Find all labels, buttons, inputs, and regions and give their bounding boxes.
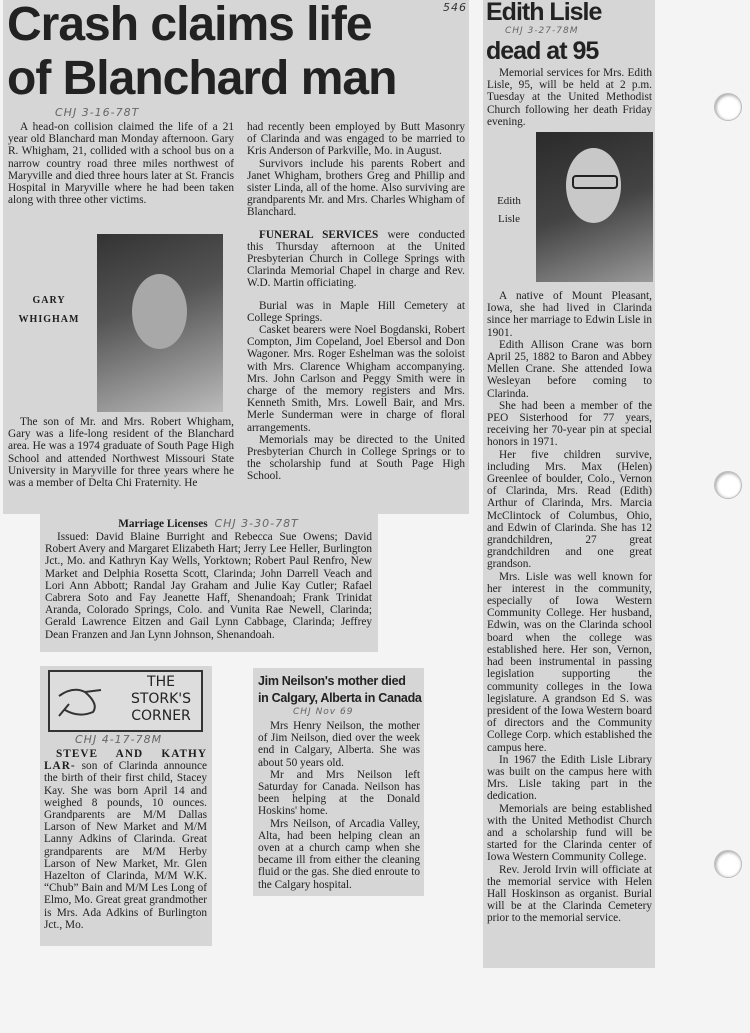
crash-paragraph bbox=[247, 229, 465, 290]
punch-hole bbox=[714, 93, 742, 121]
lisle-headline-line1: Edith Lisle bbox=[486, 0, 602, 26]
crash-left-column-bottom bbox=[8, 416, 234, 489]
crash-annotation: CHJ 3-16-78T bbox=[55, 106, 140, 119]
face bbox=[132, 274, 187, 349]
neilson-body bbox=[258, 720, 420, 891]
neilson-paragraph: Mrs Henry Neilson, the mother of Jim Neilson, died over the week end in Calgary, Alberta. She was about 50 years old. bbox=[258, 720, 420, 769]
lisle-intro bbox=[487, 67, 652, 128]
neilson-paragraph: Mr and Mrs Neilson left Saturday for Canada. Neilson has been helping at the Donald Hoskins' home. bbox=[258, 768, 420, 818]
caption-line: WHIGHAM bbox=[18, 314, 80, 325]
crash-paragraph: The son of Mr. and Mrs. Robert Whigham, Gary was a life-long resident of the Blanchard area. He was a 1974 graduate of South Page High School and attended Northwest Missouri State University in Maryville for three years where he was a member of Delta Chi Fraternity. He bbox=[8, 416, 234, 490]
crash-paragraph: Survivors include his parents Robert and Janet Whigham, brothers Greg and Phillip and sister Linda, all of the home. Also surviving are grandparents Mr. and Mrs. Charles Whigham of Blanchard. bbox=[247, 157, 465, 219]
stork-icon bbox=[55, 682, 111, 722]
lisle-paragraph: Her five children survive, including Mrs. Max (Helen) Greenlee of boulder, Colo., Vernon of Clarinda, Mrs. Read (Edith) Arthur of Clarinda, Mrs. Marcia McClintock of Columbus, Ohio, and Edwin of Clarinda. She has 12 grandchildren, 27 great grandchildren and one great grandson. bbox=[487, 448, 652, 571]
stork-annotation: CHJ 4-17-78M bbox=[75, 733, 163, 746]
lisle-paragraph: Memorial services for Mrs. Edith Lisle, 95, will be held at 2 p.m. Tuesday at the United Methodist Church following her death Friday evening. bbox=[487, 67, 652, 128]
edith-lisle-photo bbox=[536, 132, 653, 282]
glasses bbox=[572, 175, 618, 189]
stork-body-text: son of Clarinda announce the birth of their first child, Stacey Kay. She was born April 14 and weighed 8 pounds, 10 ounces. Grandparents are M/M Dallas Larson of New Market and M/M Lanny Adkins of Clarinda. Great grandparents are M/M Herby Larson of New Market, Mr. Glen Hazelton of Clarinda, M/M W.K. “Chub” Bain and M/M Les Long of Elmo, Mo. Great great grandmother is Mrs. Ada Adkins of Burlington Jct., Mo. bbox=[44, 760, 208, 931]
crash-paragraph: Memorials may be directed to the United Presbyterian Church in College Springs or to the scholarship fund at South Page High School. bbox=[247, 433, 465, 483]
crash-left-column-top bbox=[8, 121, 234, 206]
neilson-paragraph: Mrs Neilson, of Arcadia Valley, Alta, had been helping clean an oven at a church camp when she became ill from either the cleaning fluid or the gas. She died enroute to the Calgary hospital. bbox=[258, 817, 420, 891]
photo-caption bbox=[11, 294, 87, 327]
page-number: 546 bbox=[443, 1, 467, 14]
funeral-text: were conducted this Thursday afternoon at the United Presbyterian Church in College Springs with Clarinda Memorial Chapel in charge and Rev. W.D. Martin officiating. bbox=[247, 228, 465, 290]
lisle-paragraph: She had been a member of the PEO Sisterhood for 77 years, receiving her 70-year pin at special honors in 1971. bbox=[487, 399, 652, 449]
punch-hole bbox=[714, 471, 742, 499]
logo-line: CORNER bbox=[131, 708, 191, 724]
logo-line: STORK'S bbox=[130, 691, 192, 707]
logo-line: THE bbox=[147, 674, 175, 690]
neilson-headline-line1: Jim Neilson's mother died bbox=[258, 674, 406, 688]
punch-hole bbox=[714, 850, 742, 878]
lisle-article bbox=[483, 0, 655, 968]
lisle-paragraph: Edith Allison Crane was born April 25, 1882 to Baron and Abbey Mellen Crane. She attended Iowa Wesleyan before coming to Clarinda. bbox=[487, 338, 652, 400]
funeral-lead: FUNERAL SERVICES bbox=[259, 228, 379, 241]
crash-paragraph: had recently been employed by Butt Masonry of Clarinda and was engaged to be married to Kris Anderson of Parkville, Mo. in August. bbox=[247, 121, 465, 158]
lisle-headline-line2: dead at 95 bbox=[486, 37, 599, 65]
crash-article bbox=[3, 0, 469, 514]
marriage-title: Marriage Licenses bbox=[118, 518, 208, 530]
stork-text bbox=[44, 748, 207, 931]
neilson-annotation: CHJ Nov 69 bbox=[293, 707, 354, 717]
crash-paragraph: Burial was in Maple Hill Cemetery at College Springs. bbox=[247, 299, 465, 324]
storks-corner bbox=[40, 666, 212, 946]
lisle-annotation: CHJ 3-27-78M bbox=[505, 26, 579, 36]
lisle-paragraph: Mrs. Lisle was well known for her interest in the community, especially of Iowa Western Community College. Her husband, Edwin, was on the Clarinda school board when the college was established here. Her son, Vernon, had been instrumental in passing legislation supporting the community colleges in the Iowa legislature. A grandson Ed S. was president of the Iowa Western board of directors and the Community College Corp. which established the campus here. bbox=[487, 570, 652, 754]
logo-text bbox=[120, 674, 202, 725]
crash-headline-line2: of Blanchard man bbox=[7, 52, 397, 105]
crash-headline-line1: Crash claims life bbox=[7, 0, 372, 51]
lisle-paragraph: Memorials are being established with the United Methodist Church and a scholarship fund will be started for the Clarinda center of Iowa Western Community College. bbox=[487, 802, 652, 864]
caption-line: Edith bbox=[497, 195, 521, 207]
marriage-body bbox=[45, 531, 372, 641]
caption-line: GARY bbox=[32, 295, 66, 306]
marriage-text: Issued: David Blaine Burright and Rebecca Sue Owens; David Robert Avery and Margaret Elizabeth Hart; Jerry Lee Heller, Burlington Jct., Mo. and Kathryn Kay Wells, Yorktown; Robert Paul Renfro, New Market and Delphia Rosetta Scott, Clarinda; John Darrell Veach and Lori Ann Abbott; Randal Jay Graham and Julie Kay Cutler; Rafael Cabrera Soto and Fay Jeanette Haff, Shenandoah; Frank Trinidat Aranda, Colorado Springs, Colo. and Vunita Rae Newell, Clarinda; Gerald Lawrence Eitzen and Gail Lynn Cabbage, Clarinda; Jeffrey Dean Franzen and Jan Lynn Johnson, Shenandoah. bbox=[45, 531, 372, 641]
marriage-title-row bbox=[45, 517, 372, 531]
gary-whigham-photo bbox=[97, 234, 223, 412]
crash-paragraph: Casket bearers were Noel Bogdanski, Robert Compton, Jim Copeland, Joel Ebersol and Don Wagoner. Mrs. Roger Eshelman was the soloist with Mrs. Clarence Whigham accompanying. Mrs. John Carlson and Peggy Smith were in charge of the memory registers and Mrs. Kenneth Smith, Mrs. Lowell Bair, and Mrs. Merle Sunderman were in charge of floral arrangements. bbox=[247, 324, 465, 434]
marriage-annotation: CHJ 3-30-78T bbox=[214, 517, 299, 530]
neilson-headline-line2: in Calgary, Alberta in Canada bbox=[258, 691, 422, 705]
crash-paragraph: A head-on collision claimed the life of a 21 year old Blanchard man Monday afternoon. Gary R. Whigham, 21, collided with a school bus on a narrow country road three miles northwest of Maryville and died three hours later at St. Francis Hospital in Maryville where he had been taken along with three other victims. bbox=[8, 121, 234, 207]
storks-corner-logo bbox=[48, 670, 203, 732]
neilson-article bbox=[253, 668, 424, 896]
stork-lead: STEVE AND KATHY LAR- bbox=[44, 748, 207, 773]
lisle-body bbox=[487, 290, 652, 925]
lisle-paragraph: A native of Mount Pleasant, Iowa, she had lived in Clarinda since her marriage to Edwin Lisle in 1901. bbox=[487, 290, 652, 339]
stork-body bbox=[44, 748, 207, 931]
crash-right-column bbox=[247, 121, 465, 483]
lisle-paragraph: In 1967 the Edith Lisle Library was built on the campus here with Mrs. Lisle taking part in the dedication. bbox=[487, 753, 652, 803]
lisle-paragraph: Rev. Jerold Irvin will officiate at the memorial service with Helen Hall Hoskinson as organist. Burial will be at the Clarinda Cemetery prior to the memorial service. bbox=[487, 863, 652, 925]
caption-line: Lisle bbox=[498, 213, 520, 225]
marriage-licenses bbox=[40, 514, 378, 652]
photo-caption bbox=[487, 192, 531, 228]
